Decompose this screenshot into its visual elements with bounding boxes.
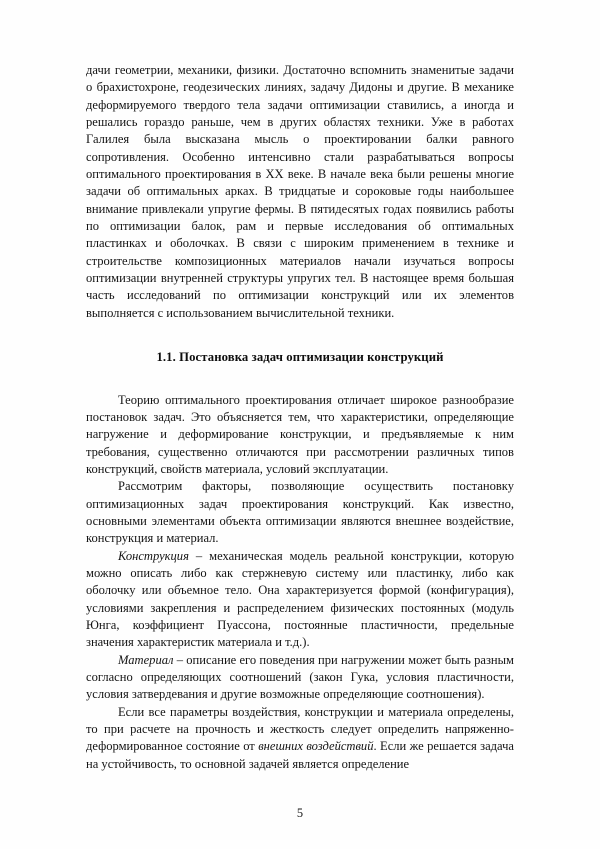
term-konstrukciya: Конструкция bbox=[118, 548, 189, 563]
section-heading: 1.1. Постановка задач оптимизации конструкций bbox=[156, 350, 444, 365]
paragraph-3-text: – механическая модель реальной конструкции, которую можно описать либо как стержневую систему или пластинку, либо как оболочку или объемное тело. Она характеризуется формой (конфигурация), условиями закрепления и распределением физических постоянных (модуль Юнга, коэффициент Пуассона, постоянные пластичности, предельные значения характеристик материала и т.д.). bbox=[86, 548, 514, 650]
paragraph-5-text-before: Если все параметры воздействия, конструкции и материала определены, то при расчете на прочность и жесткость следует определить напряженно-деформированное состояние от bbox=[86, 704, 514, 754]
paragraph-3 bbox=[86, 548, 514, 652]
page-number: 5 bbox=[296, 806, 304, 820]
paragraph-continued: дачи геометрии, механики, физики. Достаточно вспомнить знаменитые задачи о брахистохроне, геодезических линиях, задачу Дидоны и другие. В механике деформируемого твердого тела задачи оптимизации ставились, а иногда и решались гораздо раньше, чем в других областях техники. Уже в работах Галилея была высказана мысль о проектировании балки равного сопротивления. Особенно интенсивно стали разрабатываться вопросы оптимального проектирования в XX веке. В начале века были решены многие задачи об оптимальных арках. В тридцатые и сороковые годы наибольшее внимание привлекали упругие фермы. В пятидесятых годах появились работы по оптимизации балок, рам и первые исследования об оптимальных пластинках и оболочках. В связи с широким применением в технике и строительстве композиционных материалов начали изучаться вопросы оптимизации внутренней структуры упругих тел. В настоящее время большая часть исследований по оптимизации конструкций или их элементов выполняется с использованием вычислительной техники. bbox=[86, 63, 514, 320]
spacer-before-heading bbox=[86, 322, 514, 349]
spacer-after-heading bbox=[86, 367, 514, 392]
paragraph-2: Рассмотрим факторы, позволяющие осуществить постановку оптимизационных задач проектирования конструкций. Как известно, основными элементами объекта оптимизации являются внешнее воздействие, конструкция и материал. bbox=[86, 479, 514, 546]
term-material: Материал bbox=[118, 652, 174, 667]
paragraph-4 bbox=[86, 652, 514, 704]
paragraph-5 bbox=[86, 704, 514, 773]
emphasis-vneshnih-vozdeystviy: внешних воздействий bbox=[258, 739, 374, 754]
paragraph-1: Теорию оптимального проектирования отличает широкое разнообразие постановок задач. Это объясняется тем, что характеристики, определяющие нагружение и деформирование конструкции, и предъявляемые к ним требования, существенно отличаются при рассмотрении различных типов конструкций, свойств материала, условий эксплуатации. bbox=[86, 392, 514, 476]
paragraph-4-text: – описание его поведения при нагружении может быть разным согласно определяющих соотношений (закон Гука, условия пластичности, условия затвердевания и другие возможные определяющие соотношения). bbox=[86, 652, 514, 702]
paragraph-5-text-after: . Если же решается задача на устойчивость, то основной задачей является определение bbox=[86, 739, 514, 771]
text-column bbox=[86, 62, 514, 773]
